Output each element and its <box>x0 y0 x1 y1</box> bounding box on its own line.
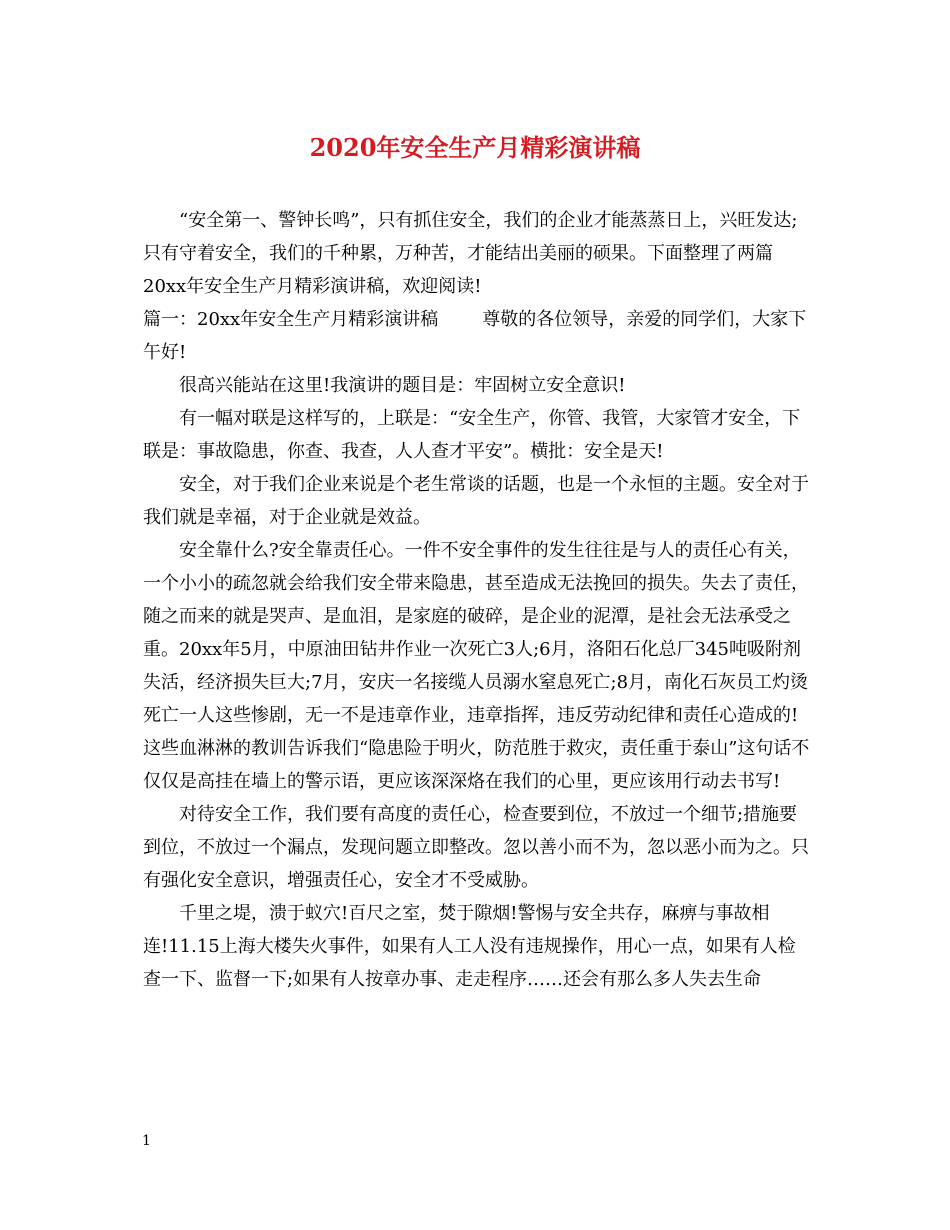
document-title: 2020年安全生产月精彩演讲稿 <box>309 133 641 162</box>
paragraph-couplet: 有一幅对联是这样写的，上联是：“安全生产，你管、我管，大家管才安全，下联是：事故隐患，你查、我查，人人查才平安”。横批：安全是天! <box>143 408 801 462</box>
paragraph-warning: 千里之堤，溃于蚁穴!百尺之室，焚于隙烟!警惕与安全共存，麻痹与事故相连!11.15上海大楼失火事件，如果有人工人没有违规操作，用心一点，如果有人检查一下、监督一下;如果有人按章办事、走走程序……还会有那么多人失去生命 <box>143 903 796 990</box>
paragraph-theme: 安全，对于我们企业来说是个老生常谈的话题，也是一个永恒的主题。安全对于我们就是幸福，对于企业就是效益。 <box>143 474 809 528</box>
document-body <box>143 204 813 996</box>
paragraph-topic: 很高兴能站在这里!我演讲的题目是：牢固树立安全意识! <box>179 375 626 396</box>
paragraph-responsibility: 安全靠什么?安全靠责任心。一件不安全事件的发生往往是与人的责任心有关，一个小小的疏忽就会给我们安全带来隐患，甚至造成无法挽回的损失。失去了责任，随之而来的就是哭声、是血泪，是家庭的破碎，是企业的泥潭，是社会无法承受之重。20xx年5月，中原油田钻井作业一次死亡3人;6月，洛阳石化总厂345吨吸附剂失活，经济损失巨大;7月，安庆一名接缆人员溺水窒息死亡;8月，南化石灰员工灼烫死亡一人这些惨剧，无一不是违章作业，违章指挥，违反劳动纪律和责任心造成的!这些血淋淋的教训告诉我们“隐患险于明火，防范胜于救灾，责任重于泰山”这句话不仅仅是高挂在墙上的警示语，更应该深深烙在我们的心里，更应该用行动去书写! <box>143 540 810 792</box>
section-greeting: 尊敬的各位领导，亲爱的同学们，大家下午好! <box>143 309 807 363</box>
section-heading-line <box>143 303 813 369</box>
paragraph-attitude: 对待安全工作，我们要有高度的责任心，检查要到位，不放过一个细节;措施要到位，不放过一个漏点，发现问题立即整改。忽以善小而不为，忽以恶小而为之。只有强化安全意识，增强责任心，安全才不受威胁。 <box>143 804 809 891</box>
page-number: 1 <box>142 1133 151 1149</box>
paragraph-intro: “安全第一、警钟长鸣”，只有抓住安全，我们的企业才能蒸蒸日上，兴旺发达;只有守着安全，我们的千种累，万种苦，才能结出美丽的硕果。下面整理了两篇20xx年安全生产月精彩演讲稿，欢迎阅读! <box>143 210 798 297</box>
section-heading: 篇一：20xx年安全生产月精彩演讲稿 <box>143 309 439 330</box>
